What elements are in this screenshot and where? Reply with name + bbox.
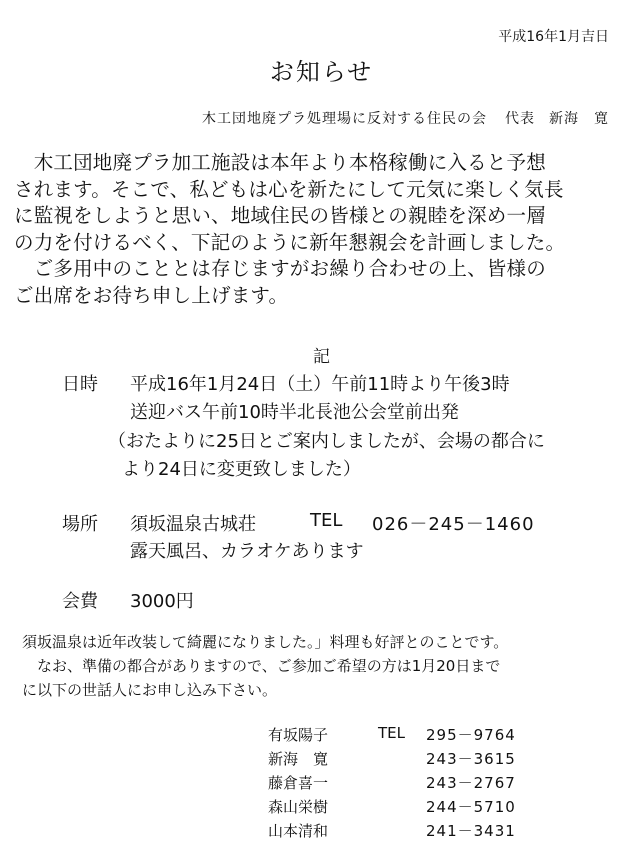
date-change-note: （おたよりに25日とご案内しましたが、会場の都合に <box>108 431 545 452</box>
contact-name: 藤倉喜一 <box>268 774 329 792</box>
contact-name: 山本清和 <box>268 822 329 840</box>
notes-paragraph <box>22 630 508 702</box>
notes-line: 須坂温泉は近年改装して綺麗になりました。」料理も好評とのことです。 <box>22 633 509 651</box>
datetime-label: 日時 <box>62 374 98 395</box>
fee-label: 会費 <box>62 591 98 612</box>
body-line: に監視をしようと思い、地域住民の皆様との親睦を深め一層 <box>14 204 546 227</box>
contact-phone: 243－3615 <box>426 750 516 768</box>
contact-name: 新海 寛 <box>268 750 329 768</box>
organizer-name: 新海 寛 <box>549 111 609 127</box>
place-note: 露天風呂、カラオケあります <box>130 541 364 562</box>
organizer-line <box>202 108 609 128</box>
body-line: 木工団地廃プラ加工施設は本年より本格稼働に入ると予想 <box>14 151 546 174</box>
place-tel: 026－245－1460 <box>372 514 535 535</box>
contact-name: 有坂陽子 <box>268 726 329 744</box>
body-line: の力を付けるべく、下記のように新年懇親会を計画しました。 <box>14 230 566 254</box>
body-line: されます。そこで、私どもは心を新たにして元気に楽しく気長 <box>14 177 564 201</box>
place-tel-label: TEL <box>310 510 343 531</box>
organizer-role: 代表 <box>505 111 535 127</box>
body-line: ご多用中のこととは存じますがお繰り合わせの上、皆様の <box>14 257 546 280</box>
ki-heading: 記 <box>313 347 330 367</box>
contact-phone: 243－2767 <box>426 774 516 792</box>
notes-line: に以下の世話人にお申し込み下さい。 <box>22 681 278 699</box>
notes-line: なお、準備の都合がありますので、ご参加ご希望の方は1月20日まで <box>22 657 501 675</box>
organizer-group: 木工団地廃プラ処理場に反対する住民の会 <box>202 111 487 127</box>
place-label: 場所 <box>62 514 98 535</box>
contact-phone: 295－9764 <box>426 726 516 744</box>
bus-departure: 送迎バス午前10時半北長池公会堂前出発 <box>130 402 459 423</box>
date-change-note: より24日に変更致しました） <box>122 459 361 480</box>
body-line: ご出席をお待ち申し上げます。 <box>14 283 289 307</box>
page-title: お知らせ <box>269 58 374 86</box>
contact-name: 森山栄樹 <box>268 798 329 816</box>
document-date: 平成16年1月吉日 <box>498 29 609 45</box>
contact-tel-label: TEL <box>378 724 405 742</box>
contact-phone: 244－5710 <box>426 798 516 816</box>
contact-phone: 241－3431 <box>426 822 516 840</box>
place-venue: 須坂温泉古城荘 <box>130 514 256 535</box>
body-paragraph <box>14 150 630 309</box>
datetime-value: 平成16年1月24日（土）午前11時より午後3時 <box>130 374 510 395</box>
fee-value: 3000円 <box>130 591 194 612</box>
